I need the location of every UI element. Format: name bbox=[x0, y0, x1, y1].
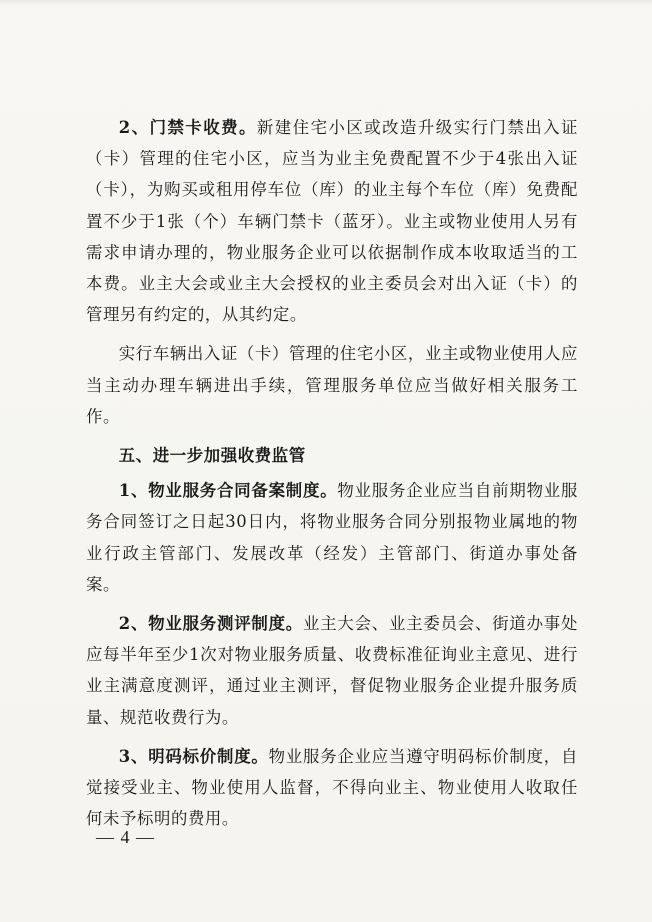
document-body bbox=[86, 112, 578, 842]
section-heading: 五、进一步加强收费监管 bbox=[118, 446, 306, 466]
paragraph-text: 物业服务企业应当自前期物业服务合同签订之日起30日内，将物业服务合同分别报物业属地的物业行政主管部门、发展改革（经发）主管部门、街道办事处备案。 bbox=[86, 481, 578, 594]
paragraph-text: 业主大会、业主委员会、街道办事处应每半年至少1次对物业服务质量、收费标准征询业主意见、进行业主满意度测评，通过业主测评，督促物业服务企业提升服务质量、规范收费行为。 bbox=[86, 614, 578, 727]
paragraph-lead: 2、物业服务测评制度。 bbox=[118, 614, 304, 634]
paragraph-lead: 1、物业服务合同备案制度。 bbox=[118, 481, 338, 501]
paragraph-text: 实行车辆出入证（卡）管理的住宅小区，业主或物业使用人应当主动办理车辆进出手续，管理服务单位应当做好相关服务工作。 bbox=[86, 344, 578, 426]
paragraph-lead: 3、明码标价制度。 bbox=[118, 746, 269, 766]
paragraph-vehicle-pass bbox=[86, 338, 578, 432]
paragraph-access-card-fees bbox=[86, 112, 578, 330]
page-edge-shadow bbox=[0, 0, 652, 6]
paragraph-text: 物业服务企业应当遵守明码标价制度，自觉接受业主、物业使用人监督，不得向业主、物业使用人收取任何未予标明的费用。 bbox=[86, 746, 578, 829]
paragraph-contract-filing bbox=[86, 475, 578, 600]
paragraph-price-marking bbox=[86, 741, 578, 835]
page-number: — 4 — bbox=[96, 827, 155, 847]
paragraph-text: 新建住宅小区或改造升级实行门禁出入证（卡）管理的住宅小区，应当为业主免费配置不少于4张出入证（卡），为购买或租用停车位（库）的业主每个车位（库）免费配置不少于1张（个）车辆门禁卡（蓝牙）。业主或物业使用人另有需求申请办理的，物业服务企业可以依据制作成本收取适当的工本费。业主大会或业主大会授权的业主委员会对出入证（卡）的管理另有约定的，从其约定。 bbox=[86, 118, 578, 325]
paragraph-lead: 2、门禁卡收费。 bbox=[118, 118, 257, 137]
paragraph-service-evaluation bbox=[86, 608, 578, 733]
